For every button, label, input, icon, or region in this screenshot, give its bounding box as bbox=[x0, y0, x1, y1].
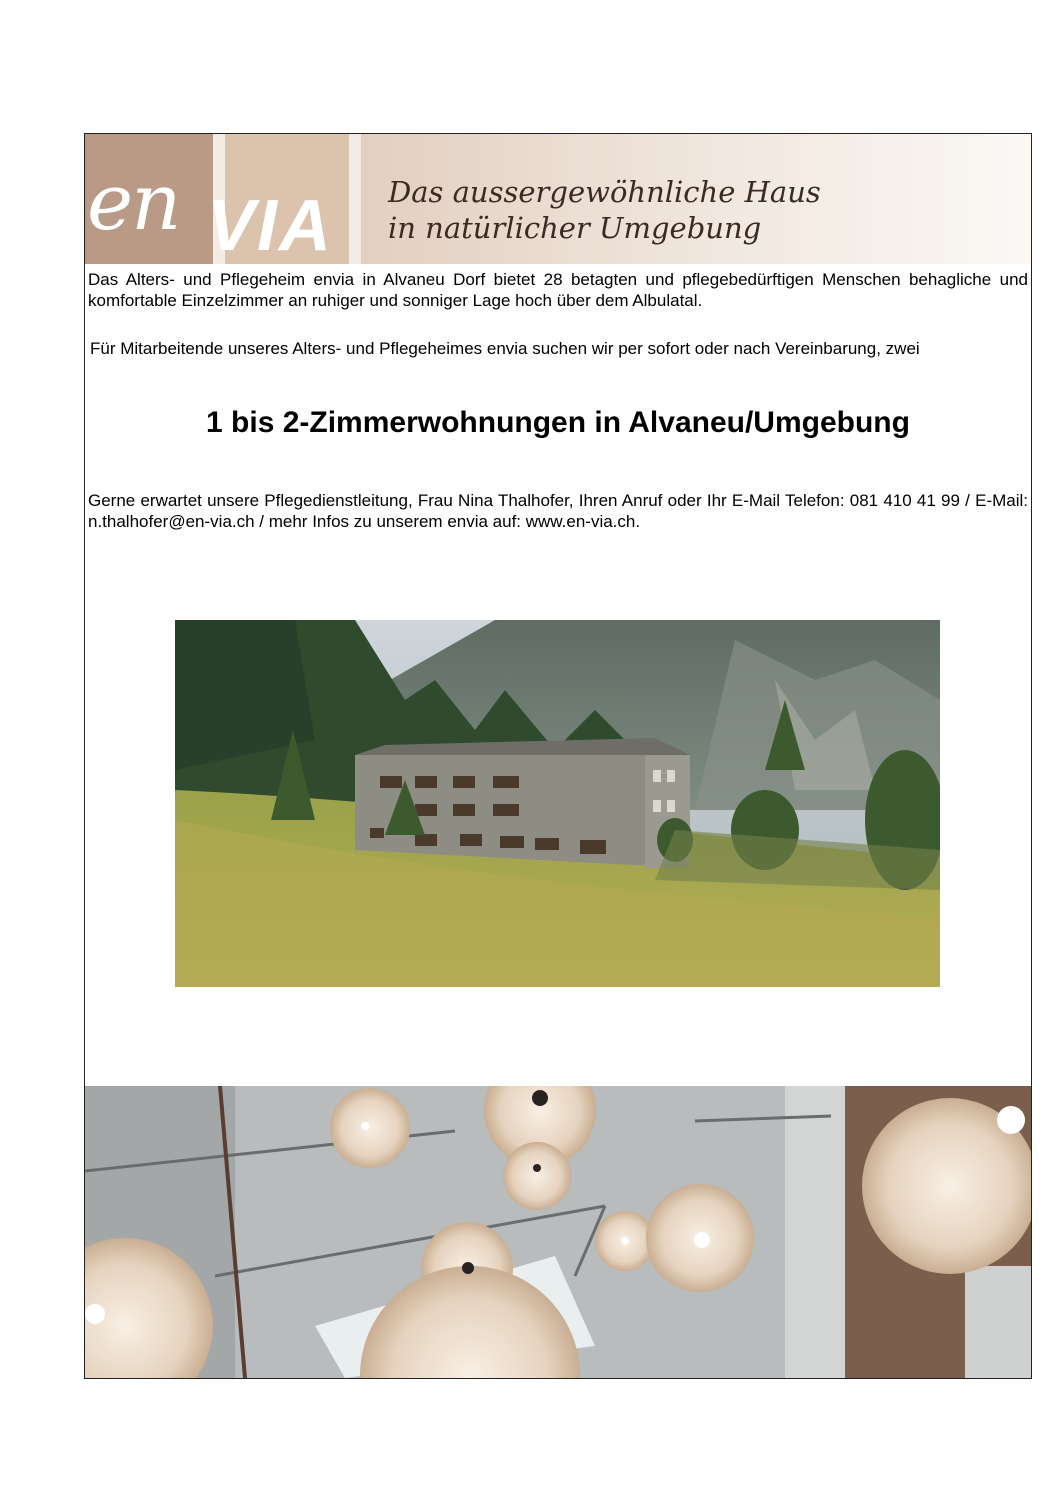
tagline bbox=[388, 174, 821, 246]
page-heading: 1 bis 2-Zimmerwohnungen in Alvaneu/Umgebung bbox=[206, 406, 910, 439]
header-banner bbox=[85, 134, 1031, 264]
tagline-line-1: Das aussergewöhnliche Haus bbox=[388, 175, 821, 209]
page-frame bbox=[84, 133, 1032, 1379]
logo-text-en: en bbox=[87, 158, 180, 248]
search-paragraph: Für Mitarbeitende unseres Alters- und Pflegeheimes envia suchen wir per sofort oder nach Vereinbarung, zwei bbox=[90, 339, 920, 358]
intro-paragraph: Das Alters- und Pflegeheim envia in Alvaneu Dorf bietet 28 betagten und pflegebedürftigen Menschen behagliche und komfortable Einzelzimmer an ruhiger und sonniger Lage hoch über dem Albulatal. bbox=[88, 270, 1028, 310]
contact-paragraph: Gerne erwartet unsere Pflegedienstleitung, Frau Nina Thalhofer, Ihren Anruf oder Ihr E-Mail Telefon: 081 410 41 99 / E-Mail: n.thalhofer@en-via.ch / mehr Infos zu unserem envia auf: www.en-via.ch. bbox=[88, 491, 1028, 531]
logo-divider-2 bbox=[349, 134, 361, 264]
building-photo bbox=[175, 620, 940, 987]
lamps-photo bbox=[85, 1086, 1031, 1378]
logo-text-via: VIA bbox=[207, 186, 334, 264]
tagline-line-2: in natürlicher Umgebung bbox=[388, 211, 762, 245]
